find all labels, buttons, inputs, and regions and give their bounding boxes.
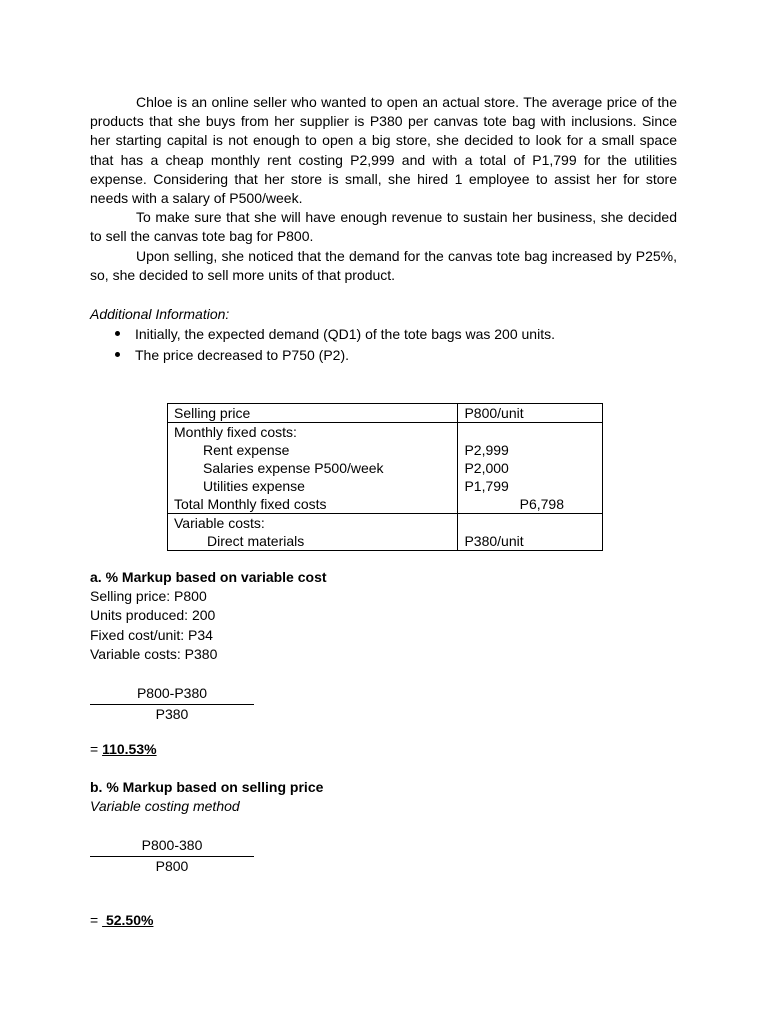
part-b-heading: b. % Markup based on selling price	[90, 779, 324, 795]
part-a-heading: a. % Markup based on variable cost	[90, 569, 327, 585]
part-a-line: Selling price: P800	[90, 588, 207, 605]
paragraph-revenue	[90, 208, 677, 246]
rent-label: Rent expense	[203, 442, 290, 458]
direct-materials-value: P380/unit	[464, 533, 524, 549]
part-b-section	[90, 778, 323, 816]
part-a-result-line	[90, 740, 157, 759]
utilities-label: Utilities expense	[203, 478, 305, 494]
bullet-text: The price decreased to P750 (P2).	[135, 347, 350, 363]
part-b-subheading: Variable costing method	[90, 798, 240, 815]
total-fixed-value: P6,798	[519, 496, 564, 512]
salaries-value: P2,000	[464, 460, 509, 476]
part-b-denominator: P800	[155, 858, 189, 875]
part-b-result: 52.50%	[102, 912, 154, 928]
table-row	[168, 423, 603, 514]
part-b-fraction	[90, 836, 254, 876]
additional-info-heading: Additional Information:	[90, 306, 230, 322]
utilities-value: P1,799	[464, 478, 509, 494]
salaries-label: Salaries expense P500/week	[203, 460, 384, 476]
selling-price-label: Selling price	[168, 404, 458, 423]
fixed-costs-values	[458, 423, 603, 514]
table-row	[168, 404, 603, 423]
paragraph-demand-text: Upon selling, she noticed that the demand for the canvas tote bag increased by P25%, so, she decided to sell more units of that product.	[90, 248, 677, 284]
variable-costs-values	[458, 514, 603, 551]
cost-table	[167, 403, 603, 551]
variable-costs-cell	[168, 514, 458, 551]
part-a-result: 110.53%	[102, 741, 157, 757]
paragraph-demand	[90, 247, 677, 285]
table-row	[168, 514, 603, 551]
fixed-costs-cell	[168, 423, 458, 514]
paragraph-intro-text: Chloe is an online seller who wanted to open an actual store. The average price of the products that she buys from her supplier is P380 per canvas tote bag with inclusions. Since her starting capital is not enough to open a big store, she decided to look for a small space that has a cheap monthly rent costing P2,999 and with a total of P1,799 for the utilities expense. Considering that her store is small, she hired 1 employee to assist her for store needs with a salary of P500/week.	[90, 94, 677, 207]
part-a-numerator: P800-P380	[90, 684, 254, 705]
part-b-result-line	[90, 911, 153, 930]
selling-price-value: P800/unit	[458, 404, 603, 423]
fixed-costs-label: Monthly fixed costs:	[174, 424, 297, 440]
list-item	[112, 346, 555, 367]
part-a-fraction	[90, 684, 254, 724]
part-a-line: Units produced: 200	[90, 607, 216, 624]
paragraph-intro	[90, 93, 677, 208]
bullet-icon	[115, 352, 120, 357]
part-a-equals: =	[90, 741, 103, 757]
bullet-icon	[115, 331, 120, 336]
bullet-text: Initially, the expected demand (QD1) of the tote bags was 200 units.	[135, 326, 555, 342]
part-b-equals: =	[90, 912, 103, 928]
part-a-line: Variable costs: P380	[90, 645, 218, 662]
additional-info-list	[112, 325, 555, 367]
part-a-denominator: P380	[155, 706, 189, 723]
part-a-section	[90, 568, 327, 664]
paragraph-revenue-text: To make sure that she will have enough revenue to sustain her business, she decided to sell the canvas tote bag for P800.	[90, 209, 677, 245]
part-b-numerator: P800-380	[90, 836, 254, 857]
rent-value: P2,999	[464, 442, 509, 458]
total-fixed-label: Total Monthly fixed costs	[174, 496, 327, 512]
list-item	[112, 325, 555, 346]
part-a-line: Fixed cost/unit: P34	[90, 626, 213, 643]
direct-materials-label: Direct materials	[207, 533, 305, 549]
variable-costs-label: Variable costs:	[174, 515, 265, 531]
